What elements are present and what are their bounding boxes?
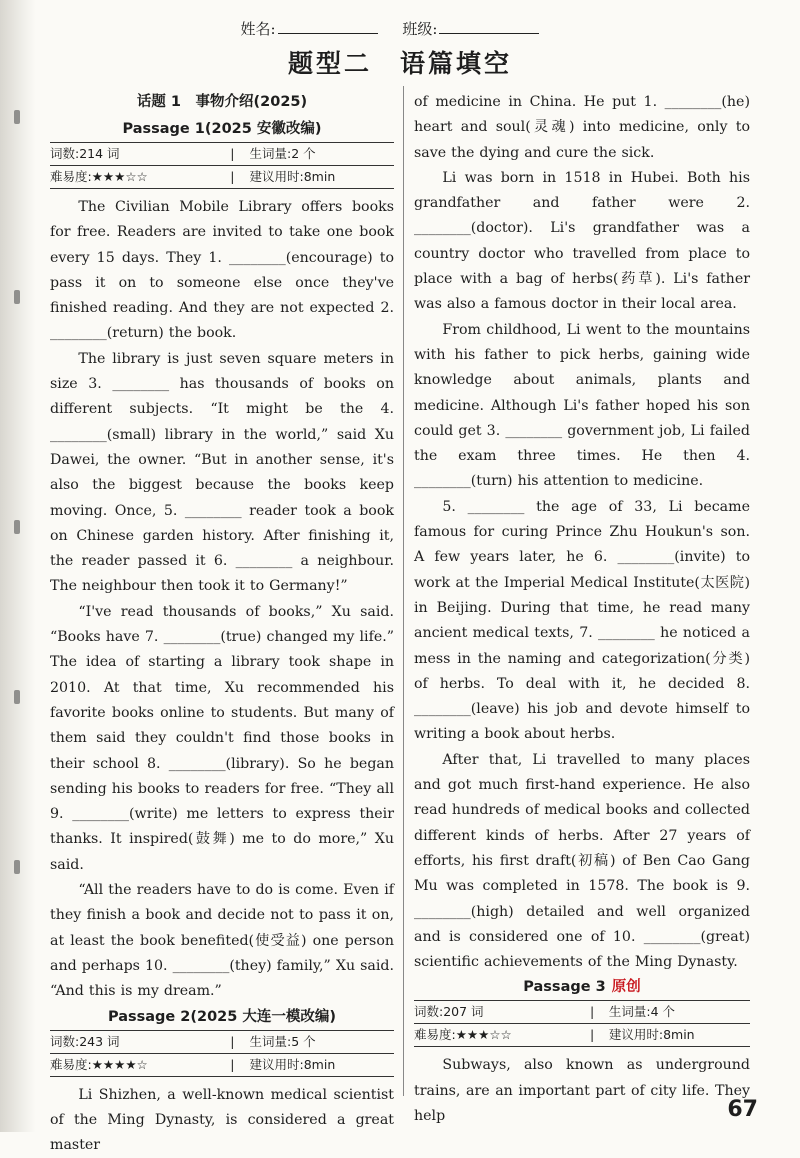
scanned-left-margin <box>0 0 36 1132</box>
stats-row <box>50 165 394 189</box>
right-column <box>414 90 750 1129</box>
stats-row <box>50 1053 394 1077</box>
suggested-time: 建议用时:8min <box>250 1056 394 1074</box>
passage1-paragraph: The Civilian Mobile Library offers books for free. Readers are invited to take one book every 15 days. They 1. ________(encourage) to pass it on to someone else once they've finished reading. And they are not expected 2. ________(return) the book. <box>50 195 394 347</box>
original-tag: 原创 <box>612 979 641 995</box>
page-title <box>0 44 800 80</box>
passage3-stats <box>414 1000 750 1047</box>
difficulty: 难易度:★★★★☆ <box>50 1056 215 1074</box>
difficulty: 难易度:★★★☆☆ <box>414 1026 575 1044</box>
stat-separator: | <box>575 1003 609 1021</box>
margin-mark <box>14 110 20 124</box>
margin-mark <box>14 290 20 304</box>
passage2-paragraph: Li Shizhen, a well-known medical scientist of the Ming Dynasty, is considered a great master <box>50 1083 394 1158</box>
stat-separator: | <box>215 168 249 186</box>
passage2-paragraph: 5. ________ the age of 33, Li became famous for curing Prince Zhu Houkun's son. A few years later, he 6. ________(invite) to work at the Imperial Medical Institute(太医院) in Beijing. During that time, he read many ancient medical texts, 7. ________ he noticed a mess in the naming and categorization(分类) of herbs. To deal with it, he decided 8. ________(leave) his job and devote himself to writing a book about herbs. <box>414 495 750 748</box>
margin-mark <box>14 690 20 704</box>
difficulty: 难易度:★★★☆☆ <box>50 168 215 186</box>
title-part2: 语篇填空 <box>400 49 512 78</box>
page-number: 67 <box>727 1097 758 1122</box>
word-count: 词数:207 词 <box>414 1003 575 1021</box>
passage3-title <box>414 975 750 996</box>
passage2-paragraph: From childhood, Li went to the mountains with his father to pick herbs, gaining wide knowledge about animals, plants and medicine. Although Li's father hoped his son could get 3. ________ government job, Li failed the exam three times. He then 4. ________(turn) his attention to medicine. <box>414 318 750 495</box>
passage2-stats <box>50 1030 394 1077</box>
class-blank[interactable] <box>439 33 539 34</box>
suggested-time: 建议用时:8min <box>250 168 394 186</box>
passage3-title-text: Passage 3 <box>523 979 605 995</box>
passage3-paragraph: Subways, also known as underground trains, are an important part of city life. They help <box>414 1053 750 1129</box>
stat-separator: | <box>215 1056 249 1074</box>
new-words: 生词量:4 个 <box>609 1003 750 1021</box>
margin-mark <box>14 860 20 874</box>
passage2-paragraph: of medicine in China. He put 1. ________(he) heart and soul(灵魂) into medicine, only to save the dying and cure the sick. <box>414 90 750 166</box>
passage2-title: Passage 2(2025 大连一模改编) <box>50 1005 394 1026</box>
stats-row <box>414 1023 750 1047</box>
new-words: 生词量:5 个 <box>250 1033 394 1051</box>
name-label: 姓名: <box>241 20 276 38</box>
stats-row <box>414 1000 750 1023</box>
passage1-paragraph: The library is just seven square meters in size 3. ________ has thousands of books on different subjects. “It might be the 4. ________(small) library in the world,” said Xu Dawei, the owner. “But in another sense, it's also the biggest because the books keep moving. Once, 5. ________ reader took a book on Chinese garden history. After finishing it, the reader passed it 6. ________ a neighbour. The neighbour then took it to Germany!” <box>50 347 394 600</box>
name-blank[interactable] <box>278 33 378 34</box>
passage1-paragraph: “I've read thousands of books,” Xu said. “Books have 7. ________(true) changed my life.” The idea of starting a library took shape in 2010. At that time, Xu recommended his favorite books online to students. But many of them said they couldn't find those books in their school 8. ________(library). So he began sending his books to readers for free. “They all 9. ________(write) me letters to express their thanks. It inspired(鼓舞) me to do more,” Xu said. <box>50 600 394 878</box>
suggested-time: 建议用时:8min <box>609 1026 750 1044</box>
column-divider <box>403 86 404 1096</box>
passage2-paragraph: After that, Li travelled to many places and got much first-hand experience. He also read hundreds of medical books and collected different kinds of herbs. After 27 years of efforts, his first draft(初稿) of Ben Cao Gang Mu was completed in 1578. The book is 9. ________(high) detailed and well organized and is considered one of 10. ________(great) scientific achievements of the Ming Dynasty. <box>414 748 750 976</box>
stat-separator: | <box>575 1026 609 1044</box>
class-label: 班级: <box>402 20 437 38</box>
stat-separator: | <box>215 1033 249 1051</box>
stats-row <box>50 1030 394 1053</box>
topic-heading: 话题 1 事物介绍(2025) <box>50 90 394 111</box>
word-count: 词数:214 词 <box>50 145 215 163</box>
stat-separator: | <box>215 145 249 163</box>
word-count: 词数:243 词 <box>50 1033 215 1051</box>
passage2-paragraph: Li was born in 1518 in Hubei. Both his grandfather and father were 2. ________(doctor). Li's grandfather was a country doctor who travelled from place to place with a bag of herbs(药草). Li's father was also a famous doctor in their local area. <box>414 166 750 318</box>
margin-mark <box>14 520 20 534</box>
passage1-stats <box>50 142 394 189</box>
title-part1: 题型二 <box>288 49 372 78</box>
left-column <box>50 90 394 1158</box>
stats-row <box>50 142 394 165</box>
new-words: 生词量:2 个 <box>250 145 394 163</box>
student-info-line <box>0 18 800 39</box>
passage1-title: Passage 1(2025 安徽改编) <box>50 117 394 138</box>
passage1-paragraph: “All the readers have to do is come. Even if they finish a book and decide not to pass it on, at least the book benefited(使受益) one person and perhaps 10. ________(they) family,” Xu said. “And this is my dream.” <box>50 878 394 1004</box>
